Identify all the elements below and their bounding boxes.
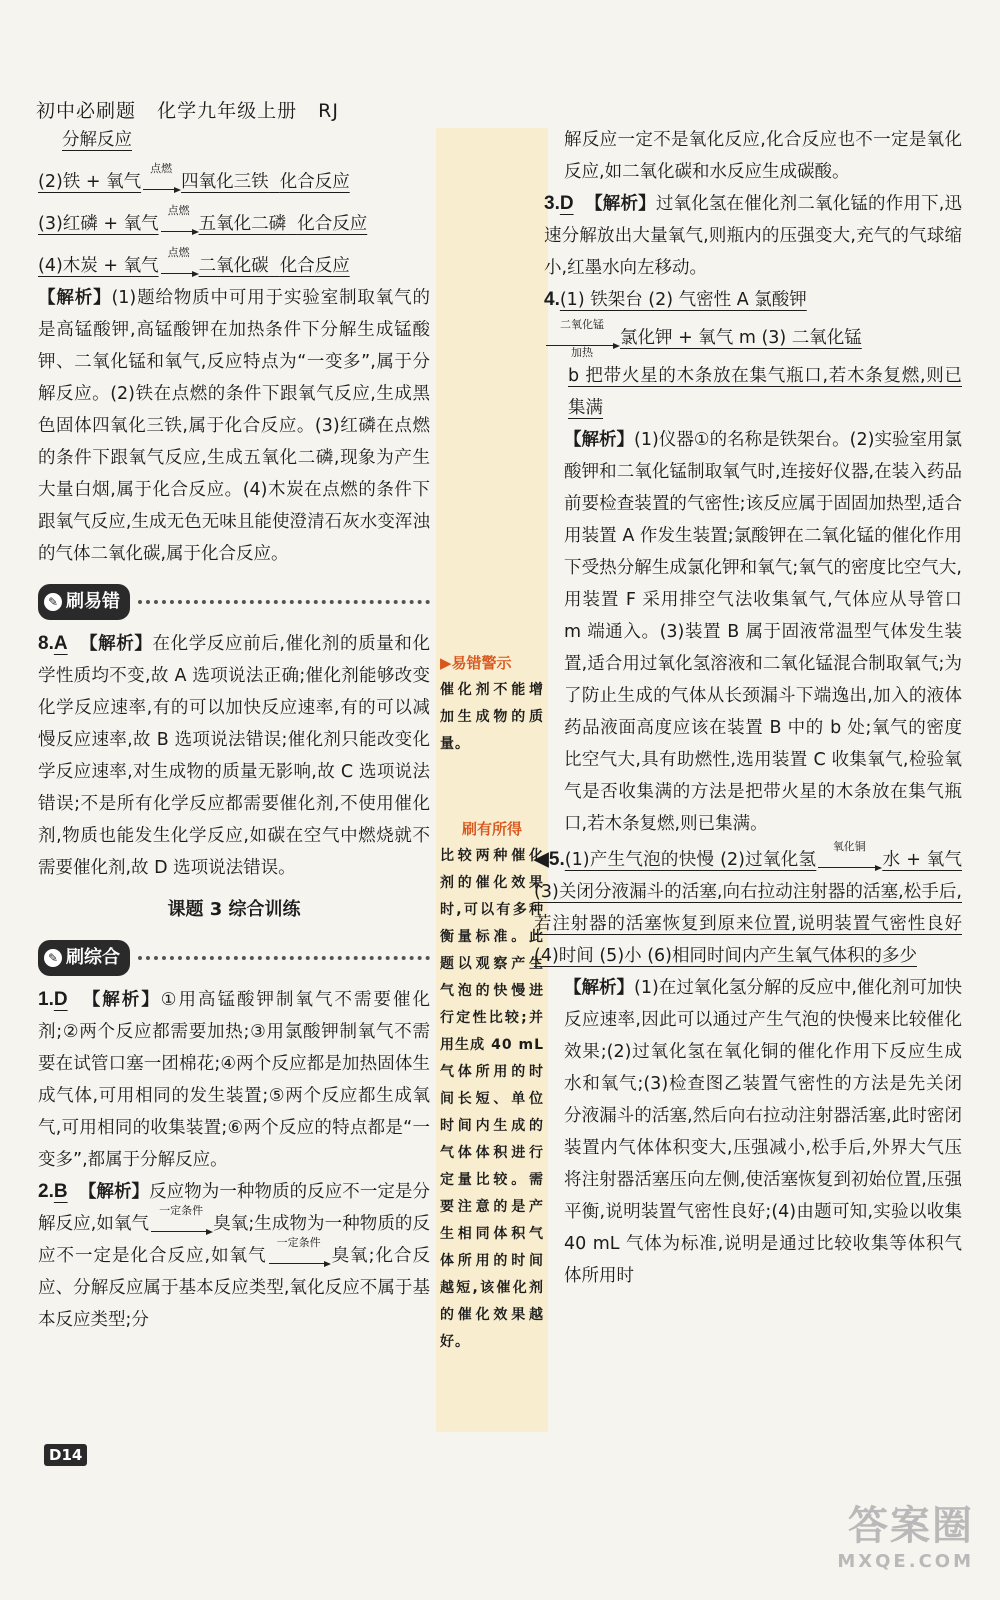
equation-text: (4)木炭 + 氧气 点燃 二氧化碳 化合反应 [38,245,350,276]
sidebar-heading-gains: 刷有所得 [461,820,522,838]
reaction-arrow: 点燃 [161,259,197,274]
right-column [534,124,963,1292]
reaction-arrow: 一定条件 [151,1217,211,1232]
sidebar-heading-warning: ▶易错警示 [440,654,512,672]
q2-answer: 2.B 【解析】反应物为一种物质的反应不一定是分解反应,如氧气 一定条件 臭氧;生成物为一种物质的反应不一定是化合反应,如氧气 一定条件 臭氧;化合反应、分解反应属于基本反应类型,氧化反应不属于基本反应类型;分 [38,1181,430,1330]
q2-continuation: 解反应一定不是氧化反应,化合反应也不一定是氧化反应,如二氧化碳和水反应生成碳酸。 [564,130,962,182]
dotted-divider [138,600,430,604]
dotted-divider [138,956,430,960]
q8-answer: 8.A 【解析】在化学反应前后,催化剂的质量和化学性质均不变,故 A 选项说法正确;催化剂能够改变化学反应速率,有的可以加快反应速率,有的可以减慢反应速率,故 B 选项说法错误;催化剂只能改变化学反应速率,对生成物的质量无影响,故 C 选项说法错误;不是所有化学反应都需要催化剂,不使用催化剂,物质也能发生化学反应,如碳在空气中燃烧就不需要催化剂,故 D 选项说法错误。 [38,633,430,878]
q7-line-1: 分解反应 [62,130,132,150]
book-title: 初中必刷题 [36,100,137,122]
reaction-arrow: 点燃 [161,217,197,232]
left-column [38,124,430,1336]
edition-label: RJ [318,100,339,122]
brush-icon: ✎ [44,949,62,967]
q7-equation-3 [38,203,430,240]
section-banner-mistakes: ✎ 刷易错 [38,582,430,622]
equation-text: (3)红磷 + 氧气 点燃 五氧化二磷 化合反应 [38,203,368,234]
q5-answer: ◀5.(1)产生气泡的快慢 (2)过氧化氢 氧化铜 水 + 氧气 (3)关闭分液漏斗的活塞,向右拉动注射器的活塞,松手后,若注射器的活塞恢复到原来位置,说明装置气密性良好 (4)时间 (5)小 (6)相同时间内产生氧气体积的多少 [534,839,962,966]
reaction-arrow: 氧化铜 [818,853,880,868]
watermark: 答案圈 MXQE.COM [837,1503,974,1572]
lesson-title: 课题 3 综合训练 [167,899,301,920]
brush-icon: ✎ [44,593,62,611]
page-header [36,96,353,123]
q7-equation-4 [38,245,430,282]
page-number: D14 [44,1444,87,1466]
q3-answer: 3.D 【解析】过氧化氢在催化剂二氧化锰的作用下,迅速分解放出大量氧气,则瓶内的压强变大,充气的气球缩小,红墨水向左移动。 [544,193,962,278]
section-banner-comprehensive: ✎ 刷综合 [38,938,430,978]
sidebar-warning-text: 催化剂不能增加生成物的质量。 [440,682,544,752]
q4-answer: 4.(1) 铁架台 (2) 气密性 A 氯酸钾 二氧化锰 加热 氯化钾 + 氧气 m (3) 二氧化锰 b 把带火星的木条放在集气瓶口,若木条复燃,则已集满 [544,289,962,418]
q7-equation-2 [38,161,430,198]
reaction-arrow: 二氧化锰 加热 [546,331,618,346]
q1-answer: 1.D 【解析】①用高锰酸钾制氧气不需要催化剂;②两个反应都需要加热;③用氯酸钾制氧气不需要在试管口塞一团棉花;④两个反应都是加热固体生成气体,可用相同的发生装置;⑤两个反应都生成氧气,可用相同的收集装置;⑥两个反应的特点都是“一变多”,都属于分解反应。 [38,989,431,1170]
q4-analysis: 【解析】(1)仪器①的名称是铁架台。(2)实验室用氯酸钾和二氧化锰制取氧气时,连接好仪器,在装入药品前要检查装置的气密性;该反应属于固固加热型,适合用装置 A 作发生装置;氯酸钾在二氧化锰的催化作用下受热分解生成氯化钾和氧气;氧气的密度比空气大,用装置 F 采用排空气法收集氧气,气体应从导管口 m 端通入。(3)装置 B 属于固液常温型气体发生装置,适合用过氧化氢溶液和二氧化锰混合制取氧气;为了防止生成的气体从长颈漏斗下端逸出,加入的液体药品液面高度应该在装置 B 中的 b 处;氧气的密度比空气大,具有助燃性,选用装置 C 收集氧气,检验氧气是否收集满的方法是把带火星的木条放在集气瓶口,若木条复燃,则已集满。 [564,430,963,834]
equation-text: (2)铁 + 氧气 点燃 四氧化三铁 化合反应 [38,161,350,192]
q7-analysis: 【解析】(1)题给物质中可用于实验室制取氧气的是高锰酸钾,高锰酸钾在加热条件下分解生成锰酸钾、二氧化锰和氧气,反应特点为“一变多”,属于分解反应。(2)铁在点燃的条件下跟氧气反应,生成黑色固体四氧化三铁,属于化合反应。(3)红磷在点燃的条件下跟氧气反应,生成五氧化二磷,现象为产生大量白烟,属于化合反应。(4)木炭在点燃的条件下跟氧气反应,生成无色无味且能使澄清石灰水变浑浊的气体二氧化碳,属于化合反应。 [38,288,431,564]
subject-title: 化学九年级上册 [157,100,298,122]
reaction-arrow: 点燃 [143,175,179,190]
sidebar-gains-text: 比较两种催化剂的催化效果时,可以有多种衡量标准。此题以观察产生气泡的快慢进行定性比较;并用生成 40 mL 气体所用的时间长短、单位时间内生成的气体体积进行定量比较。需要注意的是产生相同体积气体所用的时间越短,该催化剂的催化效果越好。 [440,848,544,1350]
reaction-arrow: 一定条件 [269,1249,329,1264]
q5-analysis: 【解析】(1)在过氧化氢分解的反应中,催化剂可加快反应速率,因此可以通过产生气泡的快慢来比较催化效果;(2)过氧化氢在氧化铜的催化作用下反应生成水和氧气;(3)检查图乙装置气密性的方法是先关闭分液漏斗的活塞,然后向右拉动注射器活塞,此时密闭装置内气体体积变大,压强减小,松手后,外界大气压将注射器活塞压向左侧,使活塞恢复到初始位置,压强平衡,说明装置气密性良好;(4)由题可知,实验以收集 40 mL 气体为标准,说明是通过比较收集等体积气体所用时 [564,978,962,1286]
sidebar-notes [436,128,548,1432]
